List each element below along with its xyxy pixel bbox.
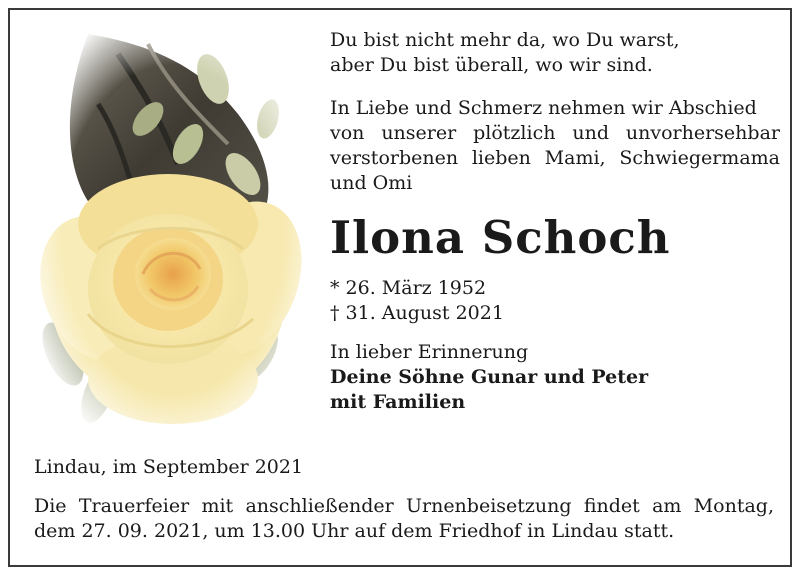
birth-date: * 26. März 1952: [330, 277, 487, 299]
quote-line-1: Du bist nicht mehr da, wo Du warst,: [330, 29, 680, 51]
footer: [34, 455, 774, 544]
yellow-rose-icon: [28, 24, 318, 454]
funeral-info-line-1: Die Trauerfeier mit anschließender Urnenbeisetzung findet am Montag,: [34, 495, 774, 517]
farewell-text: [330, 96, 780, 196]
obituary-card: [8, 8, 792, 567]
family-line-2: mit Familien: [330, 391, 466, 413]
place-date: Lindau, im September 2021: [34, 456, 304, 478]
farewell-line-3: verstorbenen lieben Mami, Schwiegermama: [330, 147, 780, 169]
farewell-line-2: von unserer plötzlich und unvorhersehbar: [330, 122, 780, 144]
family-line-1: Deine Söhne Gunar und Peter: [330, 366, 649, 388]
quote: [330, 28, 780, 78]
farewell-line-4: und Omi: [330, 172, 413, 194]
quote-line-2: aber Du bist überall, wo wir sind.: [330, 54, 653, 76]
main-text: [330, 28, 780, 415]
life-dates: [330, 276, 780, 326]
funeral-info-line-2: dem 27. 09. 2021, um 13.00 Uhr auf dem Friedhof in Lindau statt.: [34, 520, 675, 542]
death-date: † 31. August 2021: [330, 302, 504, 324]
deceased-name: Ilona Schoch: [330, 211, 671, 264]
farewell-line-1: In Liebe und Schmerz nehmen wir Abschied: [330, 97, 757, 119]
closing: [330, 340, 780, 415]
remembrance-text: In lieber Erinnerung: [330, 341, 529, 363]
